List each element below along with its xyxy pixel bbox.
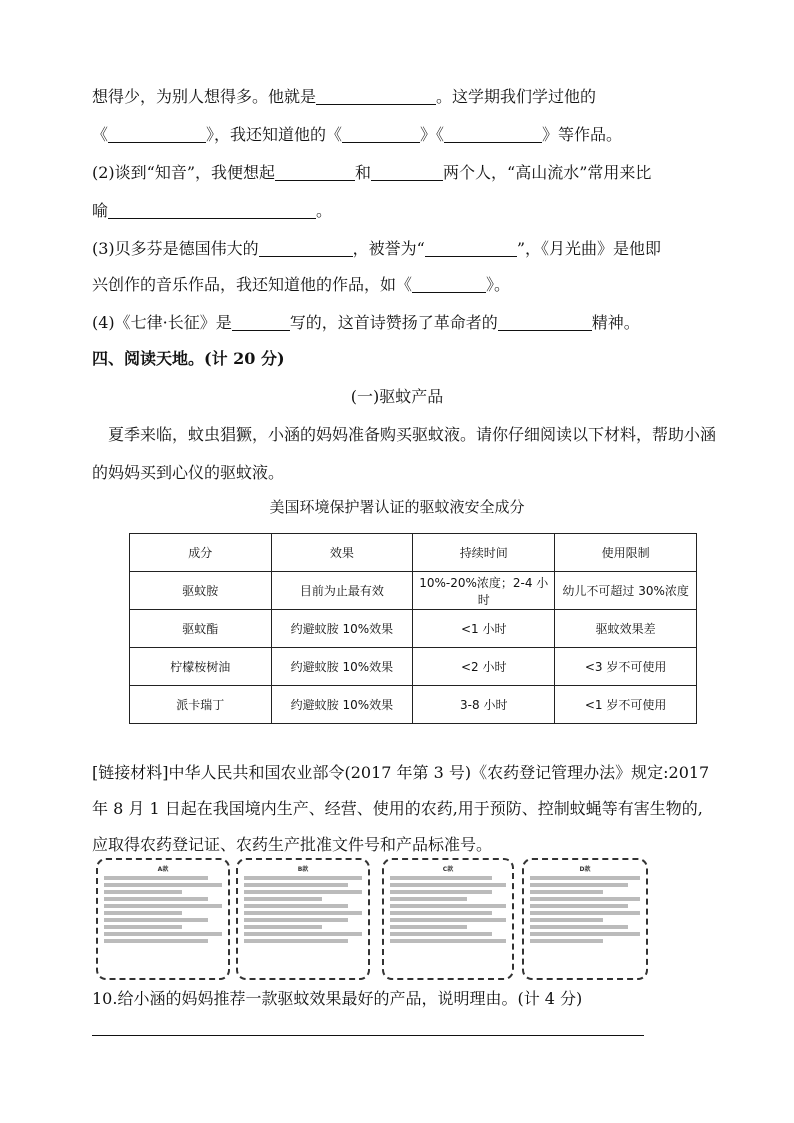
text: ”，《月光曲》是他即	[516, 239, 662, 258]
text: 兴创作的音乐作品，我还知道他的作品，如《	[92, 275, 413, 294]
table-cell: 柠檬桉树油	[130, 648, 272, 686]
answer-blank[interactable]	[444, 126, 542, 143]
table-header-cell: 效果	[271, 534, 413, 572]
product-label-b	[236, 858, 370, 980]
text-line-1	[92, 84, 596, 107]
table-cell: 驱蚊效果差	[555, 610, 697, 648]
table-cell: 约避蚊胺 10%效果	[271, 686, 413, 724]
answer-blank[interactable]	[316, 88, 436, 105]
question-3-line-2	[92, 272, 510, 295]
text: 》。	[486, 275, 511, 294]
table-cell: 幼儿不可超过 30%浓度	[555, 572, 697, 610]
table-cell: <1 小时	[413, 610, 555, 648]
table-cell: 驱蚊胺	[130, 572, 272, 610]
table-row	[130, 686, 697, 724]
table-cell: <3 岁不可使用	[555, 648, 697, 686]
answer-blank[interactable]	[108, 126, 206, 143]
answer-blank[interactable]	[259, 240, 353, 257]
text-line-2	[92, 122, 622, 145]
text: 《	[92, 125, 109, 144]
text: (3)贝多芬是德国伟大的	[92, 239, 259, 258]
intro-paragraph-line-1: 夏季来临，蚊虫猖獗，小涵的妈妈准备购买驱蚊液。请你仔细阅读以下材料，帮助小涵	[108, 425, 717, 444]
table-header-cell: 成分	[130, 534, 272, 572]
ingredient-table	[129, 533, 697, 724]
table-cell: 3-8 小时	[413, 686, 555, 724]
text: (4)《七律·长征》是	[92, 313, 232, 332]
text: 写的，这首诗赞扬了革命者的	[289, 313, 498, 332]
table-cell: 目前为止最有效	[271, 572, 413, 610]
text: 想得少，为别人想得多。他就是	[92, 87, 317, 106]
text: 》《	[420, 125, 445, 144]
product-label-c	[382, 858, 514, 980]
text: (2)谈到“知音”，我便想起	[92, 163, 276, 182]
label-title: D款	[579, 866, 591, 873]
answer-blank[interactable]	[425, 240, 517, 257]
text: ，被誉为“	[352, 239, 425, 258]
table-cell: 派卡瑞丁	[130, 686, 272, 724]
table-header-cell: 使用限制	[555, 534, 697, 572]
table-cell: <2 小时	[413, 648, 555, 686]
text: 两个人，“高山流水”常用来比	[443, 163, 652, 182]
question-2-line-2	[92, 198, 332, 221]
text: 》等作品。	[542, 125, 623, 144]
text: 喻	[92, 201, 109, 220]
label-title: B款	[297, 866, 309, 873]
label-title: C款	[442, 866, 454, 873]
text: 精神。	[591, 313, 640, 332]
answer-blank[interactable]	[108, 202, 316, 219]
text: 》，我还知道他的《	[206, 125, 343, 144]
product-label-a	[96, 858, 230, 980]
table-header-row	[130, 534, 697, 572]
table-row	[130, 572, 697, 610]
answer-blank[interactable]	[412, 276, 486, 293]
section-heading: 四、阅读天地。(计 20 分)	[92, 349, 285, 368]
answer-line[interactable]	[92, 1035, 644, 1036]
table-header-cell: 持续时间	[413, 534, 555, 572]
text: 和	[355, 163, 372, 182]
table-cell: 约避蚊胺 10%效果	[271, 610, 413, 648]
answer-blank[interactable]	[371, 164, 443, 181]
answer-blank[interactable]	[342, 126, 420, 143]
question-3-line-1	[92, 236, 661, 259]
question-2-line-1	[92, 160, 651, 183]
intro-paragraph-line-2: 的妈妈买到心仪的驱蚊液。	[92, 463, 285, 482]
table-row	[130, 648, 697, 686]
table-cell: <1 岁不可使用	[555, 686, 697, 724]
table-cell: 驱蚊酯	[130, 610, 272, 648]
question-4-line	[92, 310, 640, 333]
link-material-line-2: 年 8 月 1 日起在我国境内生产、经营、使用的农药,用于预防、控制蚊蝇等有害生物的,	[92, 799, 703, 818]
answer-blank[interactable]	[275, 164, 355, 181]
link-material-line-3: 应取得农药登记证、农药生产批准文件号和产品标准号。	[92, 835, 493, 854]
table-cell: 约避蚊胺 10%效果	[271, 648, 413, 686]
text: 。这学期我们学过他的	[436, 87, 597, 106]
link-material-line-1: [链接材料]中华人民共和国农业部令(2017 年第 3 号)《农药登记管理办法》规定:2017	[92, 763, 710, 782]
answer-blank[interactable]	[232, 314, 290, 331]
product-label-d	[522, 858, 648, 980]
table-title: 美国环境保护署认证的驱蚊液安全成分	[269, 498, 525, 516]
text: 。	[316, 201, 333, 220]
reading-subtitle: (一)驱蚊产品	[350, 387, 444, 406]
table-cell: 10%-20%浓度；2-4 小时	[413, 572, 555, 610]
answer-blank[interactable]	[498, 314, 592, 331]
label-title: A款	[157, 866, 169, 873]
table-row	[130, 610, 697, 648]
question-10: 10.给小涵的妈妈推荐一款驱蚊效果最好的产品，说明理由。(计 4 分)	[92, 989, 583, 1008]
